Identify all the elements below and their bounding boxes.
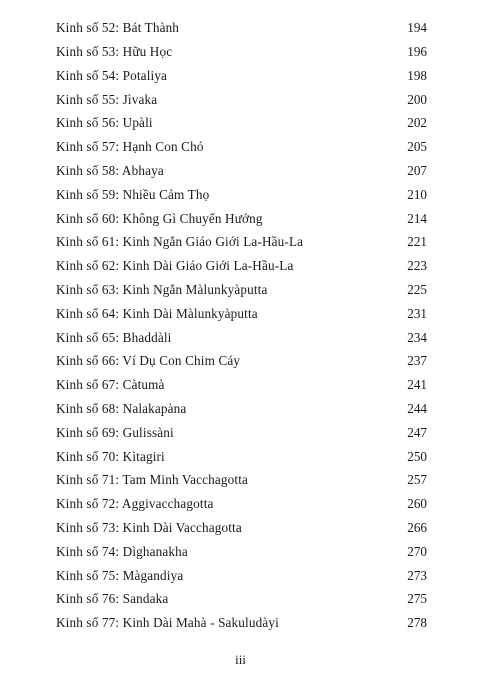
- toc-entry: [56, 111, 427, 135]
- toc-entry-page: 210: [407, 186, 427, 202]
- toc-entry-title: Kinh số 64: Kinh Dài Màlunkyàputta: [56, 305, 258, 321]
- toc-entry-title: Kinh số 55: Jìvaka: [56, 91, 158, 107]
- toc-entry-page: 221: [407, 234, 427, 250]
- toc-entry-page: 198: [407, 67, 427, 83]
- toc-entry-page: 275: [407, 591, 427, 607]
- page-number: iii: [235, 652, 246, 667]
- toc-entry-title: Kinh số 66: Ví Dụ Con Chim Cáy: [56, 353, 241, 369]
- toc-entry: [56, 325, 427, 349]
- toc-entry-page: 244: [407, 401, 427, 417]
- toc-entry-page: 200: [407, 91, 427, 107]
- toc-entry: [56, 278, 427, 302]
- toc-entry-title: Kinh số 63: Kinh Ngắn Màlunkyàputta: [56, 282, 268, 298]
- toc-entry-page: 202: [407, 115, 427, 131]
- toc-entry: [56, 302, 427, 326]
- toc-entry: [56, 64, 427, 88]
- toc-entry-page: 214: [407, 210, 427, 226]
- toc-entry-page: 250: [407, 448, 427, 464]
- toc-entry: [56, 587, 427, 611]
- toc-entry: [56, 183, 427, 207]
- toc-entry-title: Kinh số 61: Kinh Ngắn Giáo Giới La-Hầu-La: [56, 234, 304, 250]
- toc-entry-title: Kinh số 70: Kìtagiri: [56, 448, 165, 464]
- toc-entry-page: 278: [407, 615, 427, 631]
- toc-entry: [56, 397, 427, 421]
- toc-entry: [56, 159, 427, 183]
- toc-entry-page: 273: [407, 567, 427, 583]
- toc-entry: [56, 563, 427, 587]
- toc-entry-page: 260: [407, 496, 427, 512]
- toc-entry-page: 241: [407, 377, 427, 393]
- toc-entry-title: Kinh số 58: Abhaya: [56, 163, 164, 179]
- toc-entry: [56, 87, 427, 111]
- toc-entry-title: Kinh số 72: Aggivacchagotta: [56, 496, 214, 512]
- toc-entry: [56, 135, 427, 159]
- toc-entry-title: Kinh số 62: Kinh Dài Giáo Giới La-Hầu-La: [56, 258, 294, 274]
- toc-entry-page: 270: [407, 543, 427, 559]
- toc-entry-title: Kinh số 56: Upàli: [56, 115, 153, 131]
- toc-entry-page: 196: [407, 44, 427, 60]
- toc-entry-title: Kinh số 76: Sandaka: [56, 591, 169, 607]
- toc-entry-page: 231: [407, 305, 427, 321]
- toc-entry: [56, 40, 427, 64]
- toc-entry: [56, 492, 427, 516]
- toc-entry-title: Kinh số 68: Nalakapàna: [56, 401, 187, 417]
- toc-entry-title: Kinh số 77: Kinh Dài Mahà - Sakuludàyi: [56, 615, 279, 631]
- toc-entry: [56, 230, 427, 254]
- toc-entry-title: Kinh số 54: Potaliya: [56, 67, 168, 83]
- toc-entry-title: Kinh số 71: Tam Minh Vacchagotta: [56, 472, 249, 488]
- toc-entry-page: 223: [407, 258, 427, 274]
- toc-entry: [56, 421, 427, 445]
- toc-entry-page: 225: [407, 282, 427, 298]
- toc-entry: [56, 540, 427, 564]
- toc-entry-title: Kinh số 60: Không Gì Chuyển Hướng: [56, 210, 263, 226]
- toc-entry-title: Kinh số 65: Bhaddàli: [56, 329, 172, 345]
- toc-entry: [56, 206, 427, 230]
- toc-entry-page: 266: [407, 520, 427, 536]
- toc-entry: [56, 254, 427, 278]
- toc-entry-page: 207: [407, 163, 427, 179]
- toc-entry-page: 247: [407, 424, 427, 440]
- table-of-contents: [56, 16, 427, 635]
- toc-entry-title: Kinh số 53: Hữu Học: [56, 44, 173, 60]
- toc-entry: [56, 349, 427, 373]
- toc-entry-page: 194: [407, 20, 427, 36]
- toc-entry-title: Kinh số 59: Nhiều Cảm Thọ: [56, 186, 210, 202]
- toc-entry-title: Kinh số 57: Hạnh Con Chó: [56, 139, 204, 155]
- toc-entry: [56, 373, 427, 397]
- toc-entry-title: Kinh số 67: Càtumà: [56, 377, 165, 393]
- toc-entry: [56, 16, 427, 40]
- toc-entry: [56, 611, 427, 635]
- toc-entry-page: 237: [407, 353, 427, 369]
- toc-entry-title: Kinh số 69: Gulissàni: [56, 424, 174, 440]
- toc-entry: [56, 468, 427, 492]
- toc-entry-page: 205: [407, 139, 427, 155]
- toc-entry-title: Kinh số 52: Bát Thành: [56, 20, 180, 36]
- toc-entry-page: 234: [407, 329, 427, 345]
- toc-entry-title: Kinh số 75: Màgandiya: [56, 567, 184, 583]
- toc-entry: [56, 444, 427, 468]
- toc-entry-title: Kinh số 74: Dìghanakha: [56, 543, 188, 559]
- toc-entry: [56, 516, 427, 540]
- toc-entry-title: Kinh số 73: Kinh Dài Vacchagotta: [56, 520, 242, 536]
- toc-entry-page: 257: [407, 472, 427, 488]
